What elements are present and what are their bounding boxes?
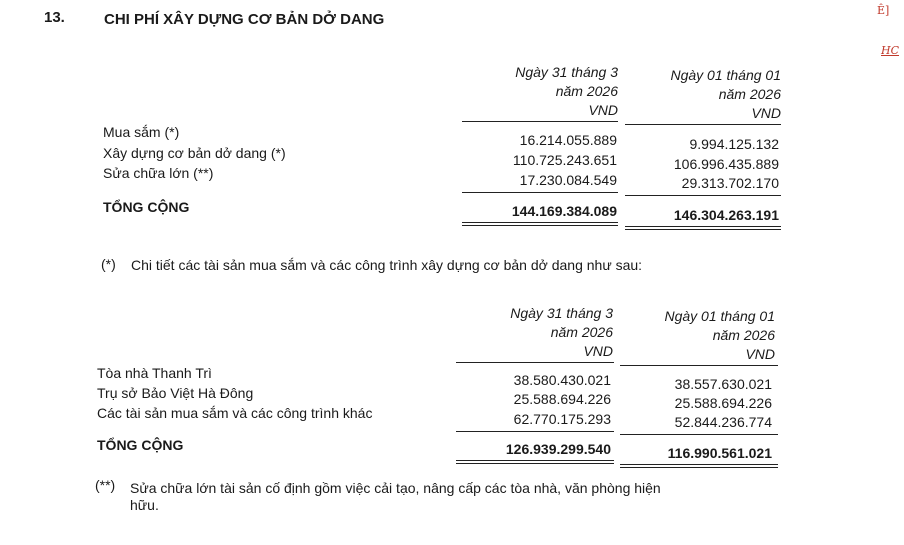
subtotal-rule xyxy=(462,192,618,193)
table-cell: 9.994.125.132 xyxy=(689,136,779,152)
total-double-rule xyxy=(620,464,778,465)
total-label: TỔNG CỘNG xyxy=(97,437,184,453)
header-line: Ngày 31 tháng 3 xyxy=(510,305,613,321)
section-number: 13. xyxy=(44,9,65,26)
note-text: hữu. xyxy=(130,497,159,513)
note-text: Chi tiết các tài sản mua sắm và các công trình xây dựng cơ bản dở dang như sau: xyxy=(131,257,643,273)
margin-stamp-top: Ê] xyxy=(877,4,890,17)
table-cell: 17.230.084.549 xyxy=(519,172,617,188)
table-row-label: Tòa nhà Thanh Trì xyxy=(97,365,212,381)
section-title: CHI PHÍ XÂY DỰNG CƠ BẢN DỞ DANG xyxy=(104,11,385,28)
note-marker: (**) xyxy=(95,477,116,493)
subtotal-rule xyxy=(456,431,614,432)
table-cell: 62.770.175.293 xyxy=(513,411,611,427)
header-line: VND xyxy=(588,102,618,118)
table-cell: 16.214.055.889 xyxy=(519,132,617,148)
header-line: năm 2026 xyxy=(712,327,775,343)
header-line: năm 2026 xyxy=(555,83,618,99)
header-rule xyxy=(620,365,778,366)
header-line: VND xyxy=(583,343,613,359)
total-double-rule xyxy=(625,226,781,227)
margin-stamp-bottom: HC xyxy=(881,44,900,57)
table1-col2-header xyxy=(611,66,781,123)
total-value: 116.990.561.021 xyxy=(667,445,772,461)
table-cell: 25.588.694.226 xyxy=(674,395,772,411)
header-line: Ngày 31 tháng 3 xyxy=(515,64,618,80)
table2-col2-header xyxy=(605,307,775,364)
header-line: Ngày 01 tháng 01 xyxy=(664,308,775,324)
header-rule xyxy=(625,124,781,125)
table-cell: 106.996.435.889 xyxy=(673,156,779,172)
header-line: năm 2026 xyxy=(718,86,781,102)
total-value: 146.304.263.191 xyxy=(673,207,779,223)
subtotal-rule xyxy=(625,195,781,196)
total-double-rule xyxy=(462,222,618,223)
total-double-rule xyxy=(462,225,618,226)
note-text: Sửa chữa lớn tài sản cố định gồm việc cải tạo, nâng cấp các tòa nhà, văn phòng hiện xyxy=(130,480,661,496)
header-rule xyxy=(456,362,614,363)
subtotal-rule xyxy=(620,434,778,435)
table-row-label: Trụ sở Bảo Việt Hà Đông xyxy=(97,385,254,401)
total-double-rule xyxy=(620,467,778,468)
table-row-label: Xây dựng cơ bản dở dang (*) xyxy=(103,145,286,161)
total-double-rule xyxy=(456,460,614,461)
table-cell: 29.313.702.170 xyxy=(681,175,779,191)
table-cell: 38.580.430.021 xyxy=(513,372,611,388)
table-row-label: Các tài sản mua sắm và các công trình khác xyxy=(97,405,373,421)
header-rule xyxy=(462,121,618,122)
header-line: VND xyxy=(751,105,781,121)
table-cell: 25.588.694.226 xyxy=(513,391,611,407)
table1-col1-header xyxy=(448,63,618,120)
table2-col1-header xyxy=(443,304,613,361)
table-row-label: Sửa chữa lớn (**) xyxy=(103,165,214,181)
table-cell: 38.557.630.021 xyxy=(674,376,772,392)
total-double-rule xyxy=(625,229,781,230)
total-value: 144.169.384.089 xyxy=(511,203,617,219)
header-line: VND xyxy=(745,346,775,362)
total-double-rule xyxy=(456,463,614,464)
table-cell: 110.725.243.651 xyxy=(512,152,617,168)
note-marker: (*) xyxy=(101,256,116,272)
table-cell: 52.844.236.774 xyxy=(674,414,772,430)
total-label: TỔNG CỘNG xyxy=(103,199,190,215)
total-value: 126.939.299.540 xyxy=(505,441,611,457)
header-line: năm 2026 xyxy=(550,324,613,340)
header-line: Ngày 01 tháng 01 xyxy=(670,67,781,83)
table-row-label: Mua sắm (*) xyxy=(103,124,180,140)
